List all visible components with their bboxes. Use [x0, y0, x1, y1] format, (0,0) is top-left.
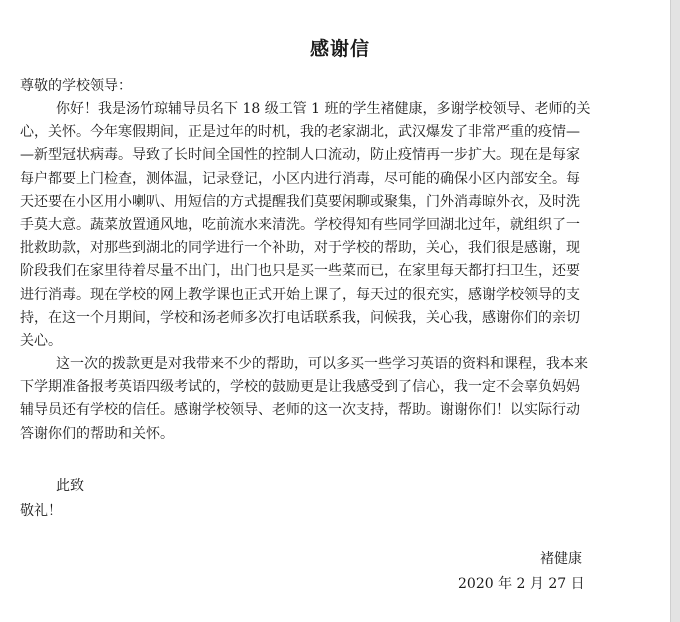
body-line: 天还要在小区用小喇叭、用短信的方式提醒我们莫要闲聊或聚集，门外消毒晾外衣，及时洗 [20, 193, 580, 210]
signature: 褚健康 [540, 551, 582, 567]
body-line: 关心。 [20, 332, 62, 349]
body-line: 手莫大意。蔬菜放置通风地，吃前流水来清洗。学校得知有些同学回湖北过年，就组织了一 [20, 216, 580, 233]
body-line: 心，关怀。今年寒假期间，正是过年的时机，我的老家湖北，武汉爆发了非常严重的疫情— [20, 124, 580, 141]
body-line: 进行消毒。现在学校的网上教学课也正式开始上课了，每天过的很充实，感谢学校领导的支 [20, 286, 580, 303]
body-line: 你好！我是汤竹琼辅导员名下 18 级工管 1 班的学生褚健康，多谢学校领导、老师的关 [56, 101, 591, 117]
body-line: 下学期准备报考英语四级考试的，学校的鼓励更是让我感受到了信心，我一定不会辜负妈妈 [20, 379, 580, 396]
letter-body [20, 98, 672, 446]
body-line: 持，在这一个月期间，学校和汤老师多次打电话联系我，问候我，关心我，感谢你们的亲切 [20, 309, 580, 326]
salutation: 尊敬的学校领导： [20, 78, 132, 94]
body-line: 这一次的拨款更是对我带来不少的帮助，可以多买一些学习英语的资料和课程，我本来 [56, 356, 588, 373]
body-line: 阶段我们在家里待着尽量不出门，出门也只是买一些菜而已，在家里每天都打扫卫生，还要 [20, 263, 580, 280]
letter-title: 感谢信 [309, 38, 370, 60]
body-line: 批救助款，对那些到湖北的同学进行一个补助，对于学校的帮助，关心，我们很是感谢，现 [20, 240, 580, 257]
closing-salute: 敬礼！ [20, 503, 62, 519]
body-line: 答谢你们的帮助和关怀。 [20, 425, 174, 442]
body-line: 辅导员还有学校的信任。感谢学校领导、老师的这一次支持，帮助。谢谢你们！以实际行动 [20, 402, 580, 419]
letter-date: 2020 年 2 月 27 日 [458, 576, 585, 592]
body-line: —新型冠状病毒。导致了长时间全国性的控制人口流动，防止疫情再一步扩大。现在是每家 [20, 147, 580, 164]
closing-greeting: 此致 [56, 478, 84, 494]
body-line: 每户都要上门检查，测体温，记录登记，小区内进行消毒，尽可能的确保小区内部安全。每 [20, 170, 580, 187]
